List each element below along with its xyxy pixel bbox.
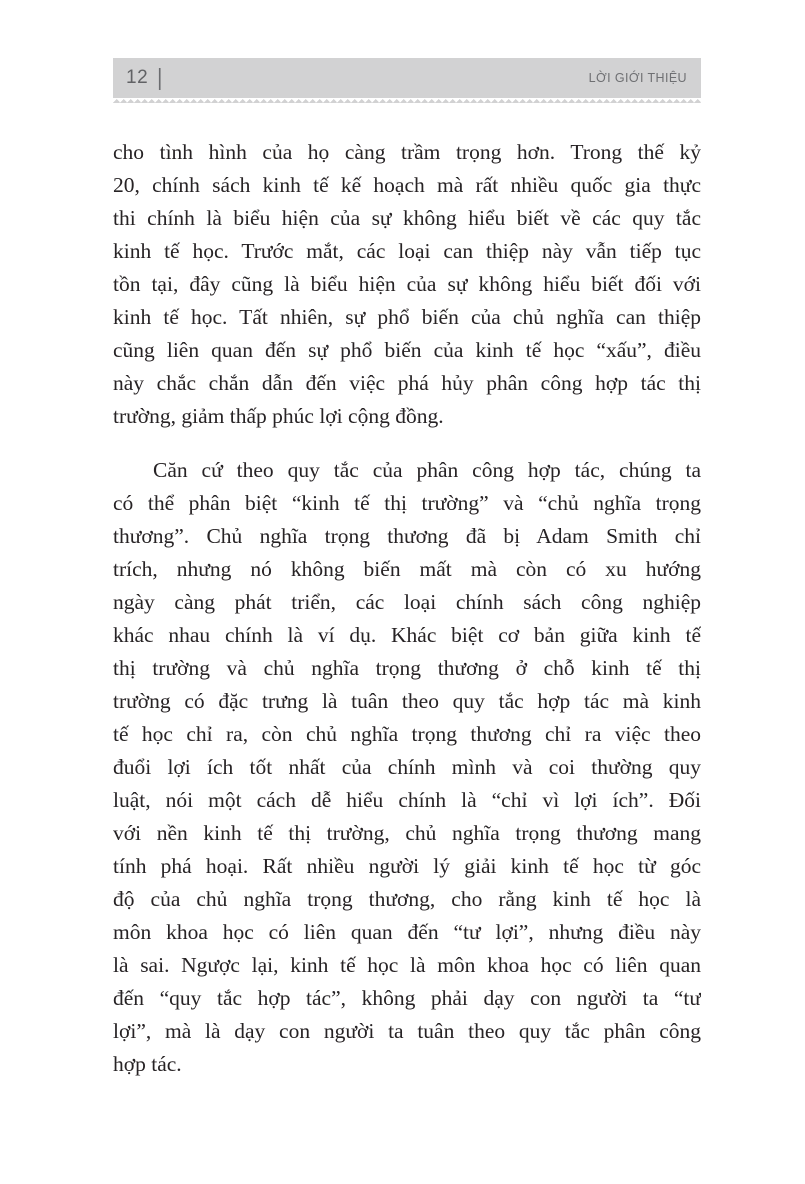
text-line: thi chính là biểu hiện của sự không hiểu biết về các quy tắc — [113, 206, 701, 230]
text-line: cũng liên quan đến sự phổ biến của kinh tế học “xấu”, điều — [113, 338, 701, 362]
text-line: hợp tác. — [113, 1052, 182, 1076]
text-line: là sai. Ngược lại, kinh tế học là môn khoa học có liên quan — [113, 953, 701, 977]
paragraph — [113, 454, 701, 1081]
text-line: thương”. Chủ nghĩa trọng thương đã bị Adam Smith chỉ — [113, 524, 701, 548]
text-line: kinh tế học. Trước mắt, các loại can thiệp này vẫn tiếp tục — [113, 239, 701, 263]
text-line: khác nhau chính là ví dụ. Khác biệt cơ bản giữa kinh tế — [113, 623, 701, 647]
text-column — [113, 136, 701, 1102]
text-line: tính phá hoại. Rất nhiều người lý giải kinh tế học từ góc — [113, 854, 701, 878]
text-line: trường, giảm thấp phúc lợi cộng đồng. — [113, 404, 444, 428]
header-separator: | — [157, 64, 163, 91]
text-line: Căn cứ theo quy tắc của phân công hợp tác, chúng ta — [153, 458, 701, 482]
page-number: 12 — [126, 67, 149, 88]
paragraph — [113, 136, 701, 433]
text-line: này chắc chắn dẫn đến việc phá hủy phân công hợp tác thị — [113, 371, 701, 395]
text-line: 20, chính sách kinh tế kế hoạch mà rất nhiều quốc gia thực — [113, 173, 701, 197]
text-line: thị trường và chủ nghĩa trọng thương ở chỗ kinh tế thị — [113, 656, 701, 680]
text-line: tế học chỉ ra, còn chủ nghĩa trọng thương chỉ ra việc theo — [113, 722, 701, 746]
page-header-left — [126, 64, 163, 91]
text-line: với nền kinh tế thị trường, chủ nghĩa trọng thương mang — [113, 821, 701, 845]
running-title: LỜI GIỚI THIỆU — [588, 71, 687, 85]
text-line: môn khoa học có liên quan đến “tư lợi”, nhưng điều này — [113, 920, 701, 944]
text-line: trường có đặc trưng là tuân theo quy tắc hợp tác mà kinh — [113, 689, 701, 713]
text-line: lợi”, mà là dạy con người ta tuân theo quy tắc phân công — [113, 1019, 701, 1043]
text-line: đến “quy tắc hợp tác”, không phải dạy con người ta “tư — [113, 986, 701, 1010]
text-line: trích, nhưng nó không biến mất mà còn có xu hướng — [113, 557, 701, 581]
text-line: độ của chủ nghĩa trọng thương, cho rằng kinh tế học là — [113, 887, 701, 911]
page-header — [113, 58, 701, 98]
text-line: có thể phân biệt “kinh tế thị trường” và “chủ nghĩa trọng — [113, 491, 701, 515]
text-line: cho tình hình của họ càng trầm trọng hơn. Trong thế kỷ — [113, 140, 701, 164]
text-line: ngày càng phát triển, các loại chính sách công nghiệp — [113, 590, 701, 614]
text-line: kinh tế học. Tất nhiên, sự phổ biến của chủ nghĩa can thiệp — [113, 305, 701, 329]
text-line: tồn tại, đây cũng là biểu hiện của sự không hiểu biết đối với — [113, 272, 701, 296]
text-line: luật, nói một cách dễ hiểu chính là “chỉ vì lợi ích”. Đối — [113, 788, 701, 812]
text-line: đuổi lợi ích tốt nhất của chính mình và coi thường quy — [113, 755, 701, 779]
